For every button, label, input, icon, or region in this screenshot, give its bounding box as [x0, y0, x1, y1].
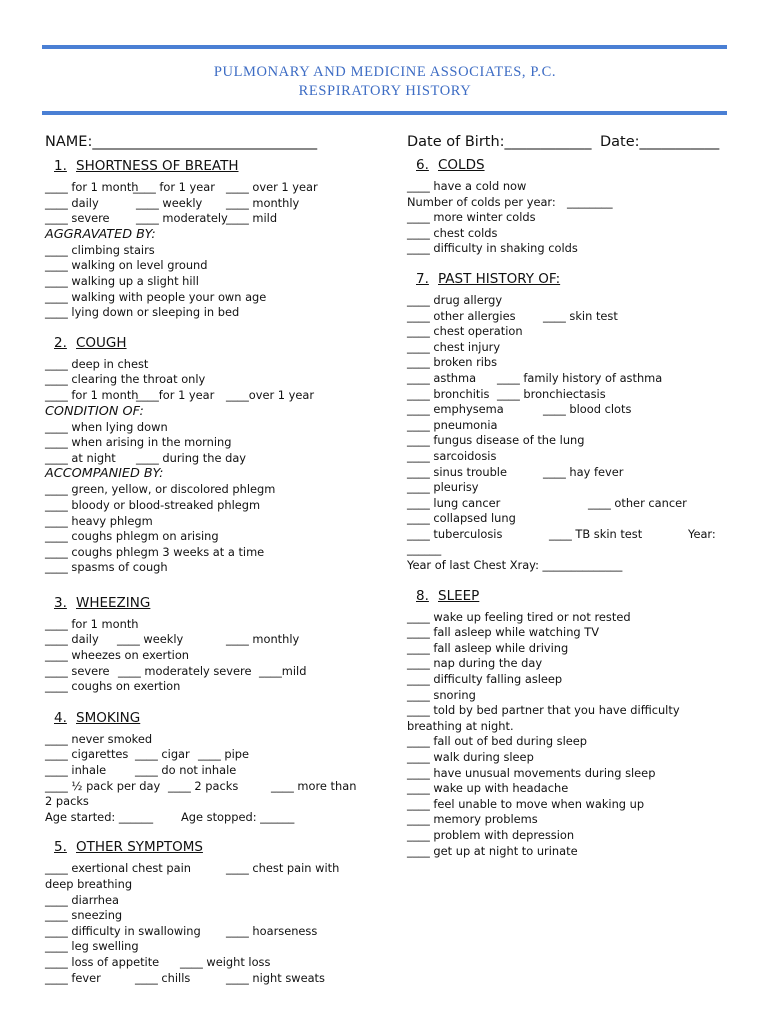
checkbox-option[interactable]: ____ for 1 year	[133, 180, 215, 194]
checkbox-option[interactable]: ____ memory problems	[407, 812, 538, 827]
checkbox-option[interactable]: ____ when lying down	[45, 419, 168, 434]
checkbox-option[interactable]: ____ sarcoidosis	[407, 448, 497, 463]
checkbox-option[interactable]: ____ over 1 year	[226, 180, 318, 194]
option-row	[45, 632, 385, 648]
checkbox-option[interactable]: ____ TB skin test	[549, 526, 643, 541]
checkbox-option[interactable]: ____for 1 year	[136, 387, 215, 402]
section-title: PAST HISTORY OF:	[438, 270, 561, 287]
checkbox-option[interactable]: ____ pipe	[198, 747, 250, 762]
checkbox-option[interactable]: ____ hoarseness	[226, 923, 318, 938]
option-row	[45, 861, 385, 877]
checkbox-option[interactable]: ____ green, yellow, or discolored phlegm	[45, 482, 276, 497]
checkbox-option[interactable]: ____ difficulty in shaking colds	[407, 241, 578, 256]
checkbox-option[interactable]: ____ during the day	[136, 450, 247, 465]
option-row	[45, 388, 385, 404]
colds-per-year-field[interactable]: ________	[567, 194, 613, 209]
checkbox-option[interactable]: ____ diarrhea	[45, 892, 119, 907]
checkbox-option[interactable]: ____ cigar	[135, 747, 190, 762]
date-field[interactable]: Date:___________	[600, 134, 720, 150]
option-row	[407, 402, 727, 418]
section-heading	[416, 157, 727, 179]
checkbox-option[interactable]: ____ severe	[45, 663, 110, 678]
section-title: SLEEP	[438, 587, 480, 604]
right-column	[407, 157, 727, 859]
checkbox-option[interactable]: ____ walking up a slight hill	[45, 273, 199, 288]
age-row	[45, 810, 385, 826]
section-number: 3.	[54, 594, 67, 611]
section-heading	[54, 839, 385, 861]
section-cough	[45, 335, 385, 576]
checkbox-option[interactable]: ____ chills	[135, 970, 191, 985]
checkbox-option[interactable]: ____ difficulty in swallowing	[45, 923, 201, 938]
section-wheezing	[45, 595, 385, 695]
checkbox-option[interactable]: ____ monthly	[226, 195, 300, 210]
checkbox-option[interactable]: ____ tuberculosis	[407, 526, 503, 541]
section-number: 8.	[416, 587, 429, 604]
section-number: 6.	[416, 157, 429, 173]
checkbox-option[interactable]: ____ leg swelling	[45, 939, 139, 954]
option-row	[45, 971, 385, 987]
checkbox-option[interactable]: ____ coughs phlegm 3 weeks at a time	[45, 544, 265, 559]
checkbox-option[interactable]: ____ bronchiectasis	[497, 386, 606, 401]
checkbox-option[interactable]: ____ heavy phlegm	[45, 513, 153, 528]
checkbox-option[interactable]: ____ spasms of cough	[45, 560, 168, 575]
header-bottom-rule	[42, 111, 727, 115]
static-text: breathing at night.	[407, 718, 514, 733]
checkbox-option[interactable]: ____ walking with people your own age	[45, 289, 267, 304]
checkbox-option[interactable]: ____ collapsed lung	[407, 511, 516, 526]
section-number: 5.	[54, 839, 67, 856]
static-text: deep breathing	[45, 877, 133, 891]
checkbox-option[interactable]: ____ pleurisy	[407, 480, 479, 495]
option-row	[407, 195, 727, 211]
section-other-symptoms	[45, 839, 385, 986]
age-stopped-field[interactable]: Age stopped: ______	[181, 809, 295, 824]
option-row	[45, 451, 385, 467]
checkbox-option[interactable]: ____ broken ribs	[407, 355, 498, 370]
form-title: RESPIRATORY HISTORY	[298, 83, 472, 99]
section-heading	[54, 335, 385, 357]
checkbox-option[interactable]: ____mild	[259, 663, 307, 678]
checkbox-option[interactable]: ____ 2 packs	[168, 778, 239, 793]
checkbox-option[interactable]: ____ fever	[45, 970, 101, 985]
checkbox-option[interactable]: ____ for 1 month	[45, 387, 139, 402]
checkbox-option[interactable]: ____ weekly	[136, 195, 203, 210]
checkbox-option[interactable]: ____ sinus trouble	[407, 464, 507, 479]
section-sleep	[407, 588, 727, 860]
checkbox-option[interactable]: ____ family history of asthma	[497, 370, 663, 385]
section-heading	[54, 595, 385, 617]
checkbox-option[interactable]: ____ wake up with headache	[407, 781, 569, 796]
checkbox-option[interactable]: ____ other cancer	[588, 495, 687, 510]
checkbox-option[interactable]: ____ fall out of bed during sleep	[407, 734, 588, 749]
checkbox-option[interactable]: ____ drug allergy	[407, 292, 503, 307]
checkbox-option[interactable]: ____ loss of appetite	[45, 954, 160, 969]
checkbox-option[interactable]: ____ for 1 month	[45, 180, 139, 194]
checkbox-option[interactable]: ____ moderately severe	[118, 663, 252, 678]
checkbox-option[interactable]: ____ pneumonia	[407, 417, 498, 432]
checkbox-option[interactable]: ____ deep in chest	[45, 356, 149, 371]
checkbox-option[interactable]: ____ coughs on exertion	[45, 679, 181, 694]
checkbox-option[interactable]: ____ clearing the throat only	[45, 372, 206, 387]
checkbox-option[interactable]: ____ fungus disease of the lung	[407, 433, 585, 448]
checkbox-option[interactable]: ____ snoring	[407, 687, 476, 702]
section-heading	[54, 158, 385, 180]
checkbox-option[interactable]: ____ walk during sleep	[407, 750, 534, 764]
checkbox-option[interactable]: ____ climbing stairs	[45, 242, 155, 257]
checkbox-option[interactable]: ____ weight loss	[180, 954, 271, 969]
option-row	[45, 779, 385, 795]
subheading: AGGRAVATED BY:	[45, 226, 156, 242]
option-row	[45, 924, 385, 940]
checkbox-option[interactable]: ____ mild	[226, 211, 278, 226]
checkbox-option[interactable]: ____ moderately	[136, 211, 228, 226]
dob-field[interactable]: Date of Birth:____________	[407, 134, 592, 150]
option-row	[407, 371, 727, 387]
checkbox-option[interactable]: ____ chest operation	[407, 324, 523, 339]
checkbox-option[interactable]: ____ walking on level ground	[45, 258, 208, 273]
checkbox-option[interactable]: ____ wheezes on exertion	[45, 648, 190, 663]
checkbox-option[interactable]: ____over 1 year	[226, 387, 315, 402]
checkbox-option[interactable]: ____ told by bed partner that you have difficulty	[407, 703, 680, 718]
section-heading	[54, 710, 385, 732]
age-started-field[interactable]: Age started: ______	[45, 809, 154, 824]
checkbox-option[interactable]: ____ weekly	[117, 632, 184, 647]
name-field[interactable]: NAME:_______________________________	[45, 134, 318, 150]
checkbox-option[interactable]: ____ difficulty falling asleep	[407, 672, 563, 687]
option-row	[45, 955, 385, 971]
left-column	[45, 158, 385, 986]
checkbox-option[interactable]: ____ have a cold now	[407, 179, 527, 193]
section-heading	[416, 271, 727, 293]
last-chest-xray-field[interactable]: Year of last Chest Xray: ______________	[407, 558, 623, 573]
checkbox-option[interactable]: ____ ½ pack per day	[45, 778, 161, 793]
section-title: COLDS	[438, 157, 485, 173]
section-colds	[407, 157, 727, 257]
checkbox-option[interactable]: ____ emphysema	[407, 402, 504, 417]
checkbox-option[interactable]: ____ exertional chest pain	[45, 861, 191, 876]
checkbox-option[interactable]: ____ hay fever	[543, 464, 624, 479]
section-number: 1.	[54, 158, 67, 174]
subheading: ACCOMPANIED BY:	[45, 466, 164, 482]
option-row	[407, 465, 727, 481]
checkbox-option[interactable]: ____ bloody or blood-streaked phlegm	[45, 497, 261, 512]
section-number: 7.	[416, 270, 429, 287]
checkbox-option[interactable]: ____ inhale	[45, 763, 107, 778]
colds-per-year-label: Number of colds per year:	[407, 194, 556, 209]
section-smoking	[45, 710, 385, 826]
section-shortness-of-breath	[45, 158, 385, 321]
checkbox-option[interactable]: ____ feel unable to move when waking up	[407, 796, 645, 811]
checkbox-option[interactable]: ____ never smoked	[45, 731, 153, 746]
section-number: 2.	[54, 334, 67, 351]
checkbox-option[interactable]: ____ coughs phlegm on arising	[45, 529, 219, 544]
org-name: PULMONARY AND MEDICINE ASSOCIATES, P.C.	[213, 64, 557, 80]
checkbox-option[interactable]: ____ night sweats	[226, 970, 325, 985]
option-row	[45, 196, 385, 212]
year-field[interactable]: ______	[407, 542, 442, 557]
option-row	[45, 747, 385, 763]
checkbox-option[interactable]: ____ monthly	[226, 632, 300, 647]
checkbox-option[interactable]: ____ sneezing	[45, 908, 123, 923]
section-title: OTHER SYMPTOMS	[76, 839, 203, 856]
checkbox-option[interactable]: ____ chest pain with	[226, 861, 340, 876]
checkbox-option[interactable]: ____ for 1 month	[45, 616, 139, 631]
checkbox-option[interactable]: ____ more winter colds	[407, 210, 536, 225]
checkbox-option[interactable]: ____ do not inhale	[135, 763, 237, 778]
option-row	[407, 387, 727, 403]
checkbox-option[interactable]: ____ at night	[45, 450, 116, 465]
checkbox-option[interactable]: ____ when arising in the morning	[45, 435, 232, 450]
checkbox-option[interactable]: ____ nap during the day	[407, 656, 543, 671]
checkbox-option[interactable]: ____ asthma	[407, 370, 477, 385]
checkbox-option[interactable]: ____ fall asleep while watching TV	[407, 625, 600, 640]
checkbox-option[interactable]: ____ chest injury	[407, 339, 501, 354]
checkbox-option[interactable]: ____ get up at night to urinate	[407, 843, 578, 858]
section-title: SMOKING	[76, 709, 141, 726]
checkbox-option[interactable]: ____ severe	[45, 211, 110, 226]
option-row	[45, 664, 385, 680]
checkbox-option[interactable]: ____ fall asleep while driving	[407, 640, 569, 655]
option-row	[45, 211, 385, 227]
checkbox-option[interactable]: ____ lying down or sleeping in bed	[45, 305, 240, 320]
checkbox-option[interactable]: ____ daily	[45, 195, 99, 210]
section-title: COUGH	[76, 334, 127, 351]
option-row	[407, 309, 727, 325]
checkbox-option[interactable]: ____ bronchitis	[407, 386, 490, 401]
top-rule	[42, 45, 727, 49]
section-title: SHORTNESS OF BREATH	[76, 158, 239, 174]
checkbox-option[interactable]: ____ chest colds	[407, 225, 498, 240]
checkbox-option[interactable]: ____ cigarettes	[45, 747, 129, 762]
option-row	[407, 496, 727, 512]
checkbox-option[interactable]: ____ lung cancer	[407, 495, 501, 510]
option-row	[45, 763, 385, 779]
checkbox-option[interactable]: ____ daily	[45, 632, 99, 647]
checkbox-option[interactable]: ____ skin test	[543, 308, 618, 323]
subheading: CONDITION OF:	[45, 403, 144, 419]
checkbox-option[interactable]: ____ problem with depression	[407, 827, 575, 842]
section-title: WHEEZING	[76, 594, 151, 611]
checkbox-option[interactable]: ____ more than	[271, 778, 357, 793]
checkbox-option[interactable]: ____ blood clots	[543, 402, 632, 417]
checkbox-option[interactable]: ____ have unusual movements during sleep	[407, 765, 656, 780]
option-row	[407, 527, 727, 543]
option-row	[45, 180, 385, 196]
year-label: Year:	[688, 526, 716, 541]
static-text: 2 packs	[45, 794, 89, 809]
checkbox-option[interactable]: ____ wake up feeling tired or not rested	[407, 609, 631, 624]
checkbox-option[interactable]: ____ other allergies	[407, 308, 516, 323]
section-heading	[416, 588, 727, 610]
section-past-history	[407, 271, 727, 574]
section-number: 4.	[54, 709, 67, 726]
